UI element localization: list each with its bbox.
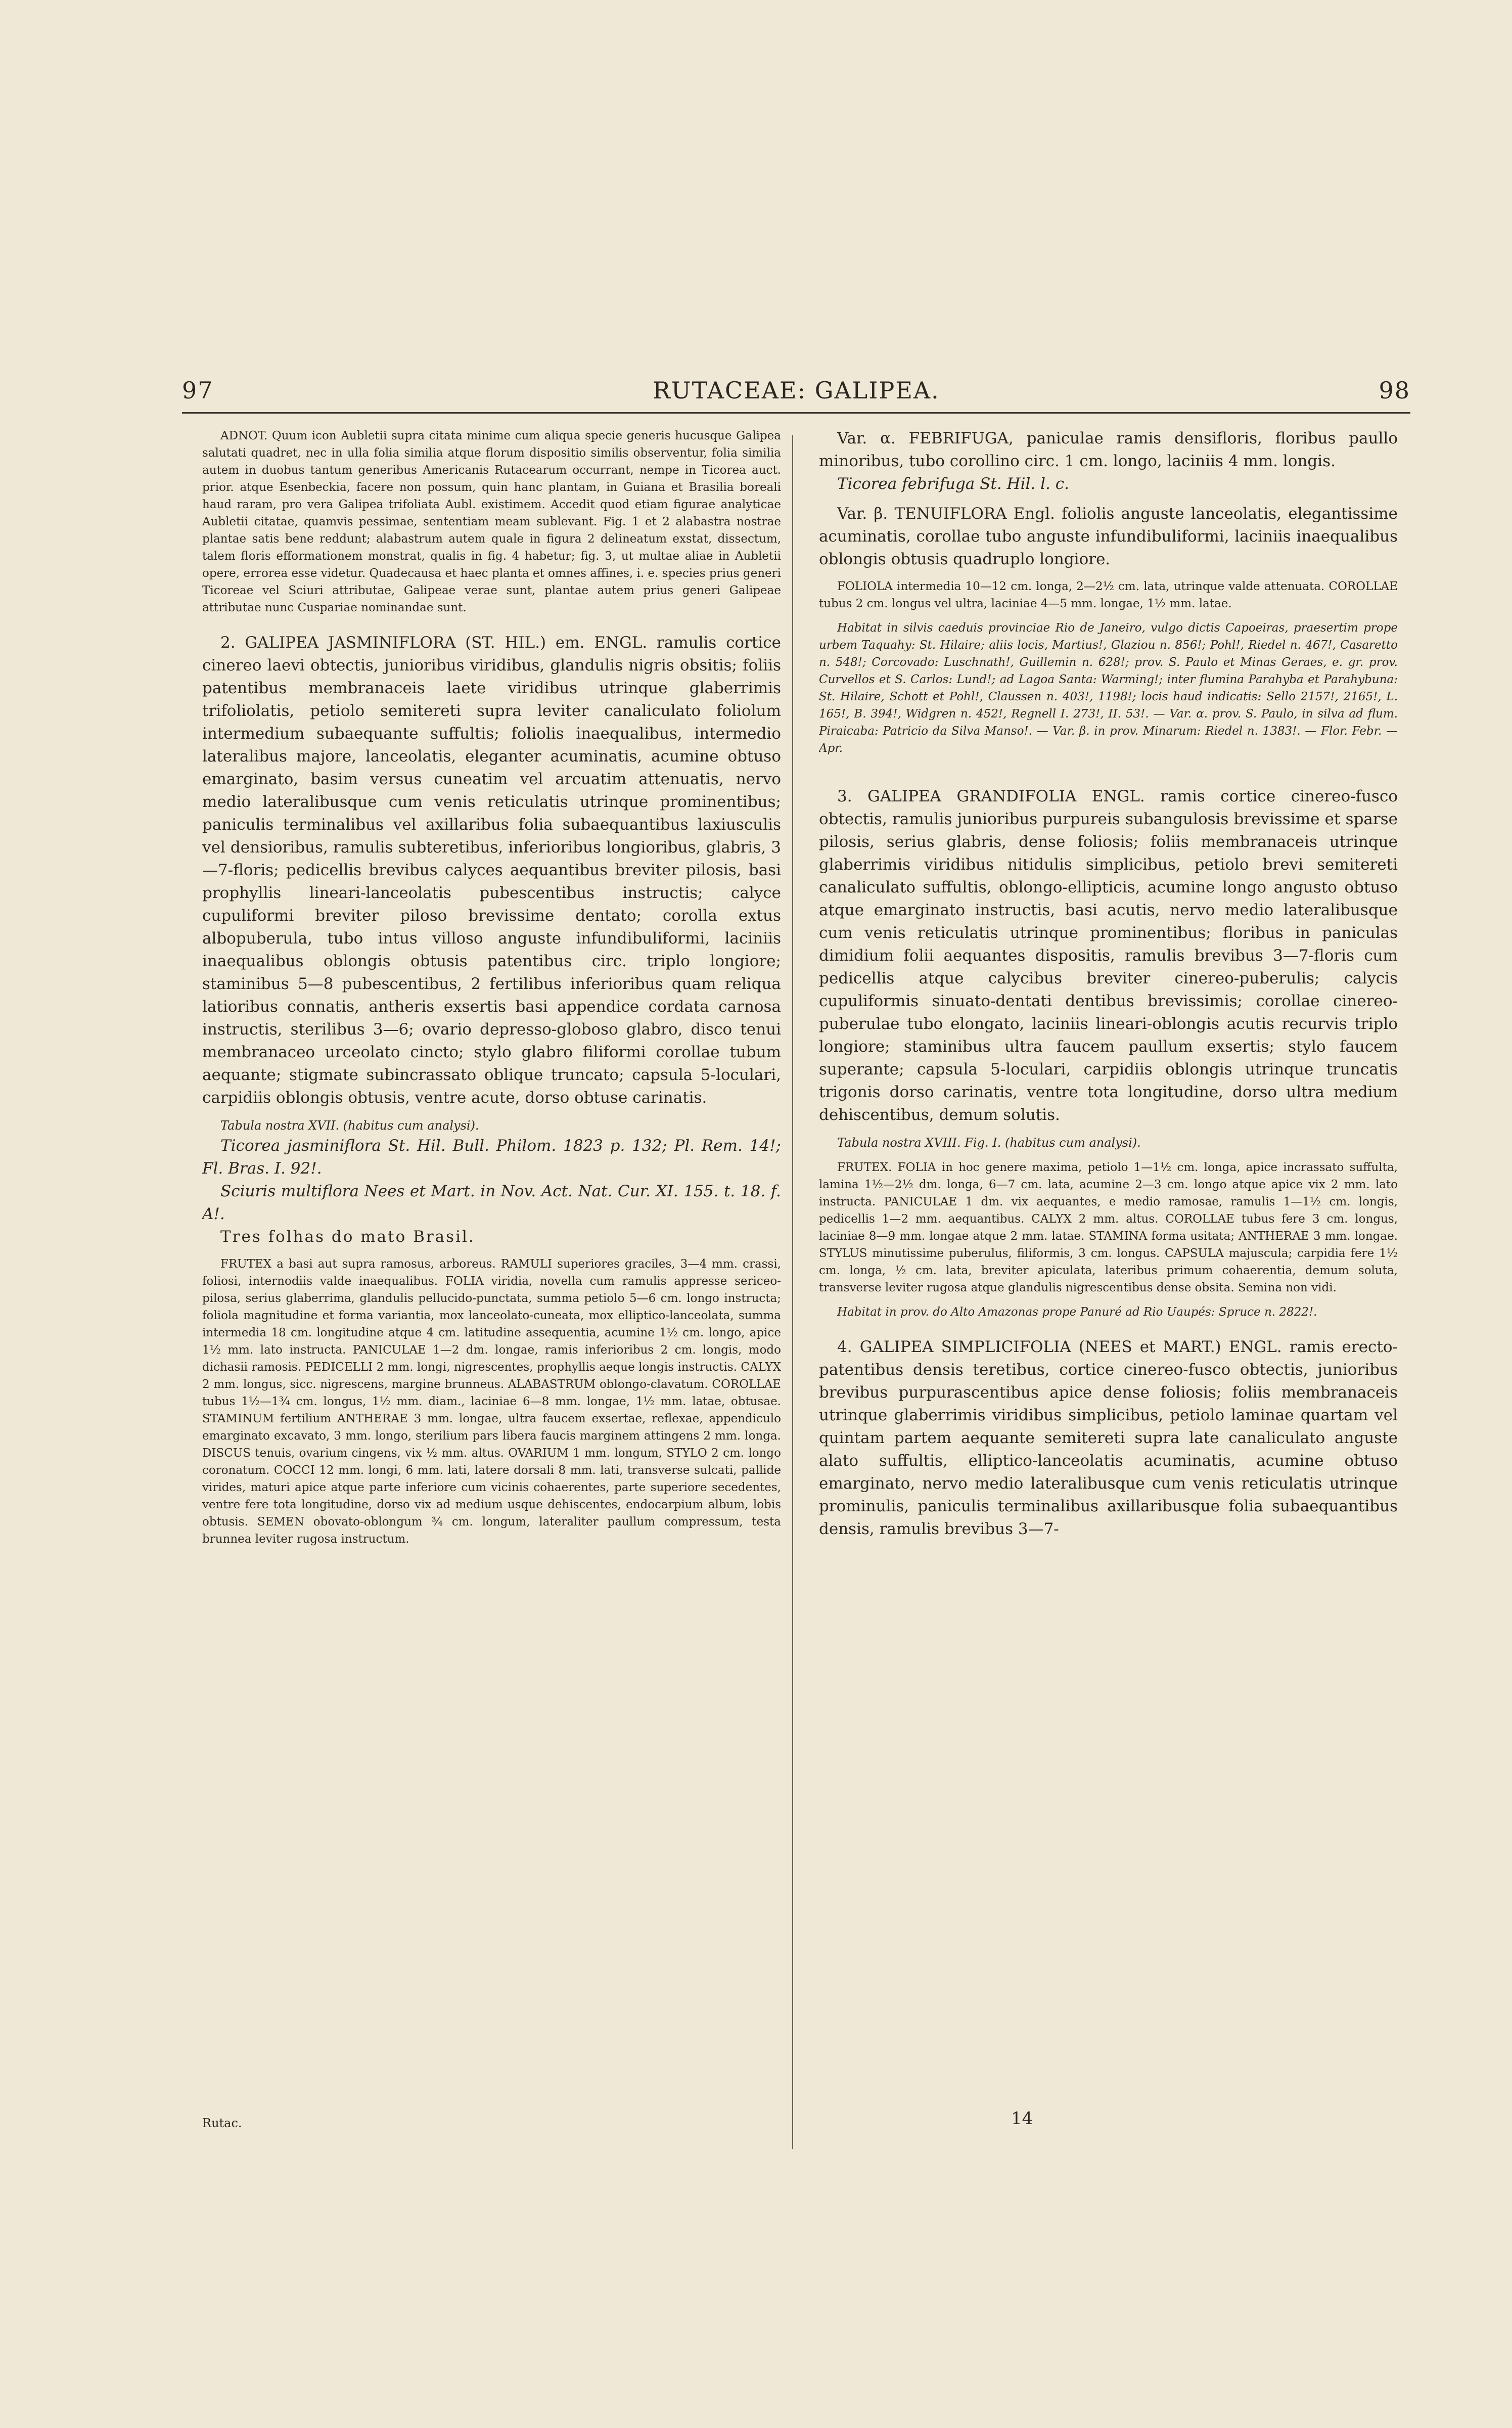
species-3-description: 3. GALIPEA GRANDIFOLIA ENGL. ramis cortice cinereo-fusco obtectis, ramulis junioribus purpureis subangulosis brevissime et sparse pilosis, serius glabris, dense foliosis; foliis membranaceis utrinque glaberrimis viridibus nitidulis simplicibus, petiolo brevi semitereti canaliculato suffultis, oblongo-ellipticis, acumine longo angusto obtuso atque emarginato instructis, basi acutis, nervo medio lateralibusque cum venis reticulatis utrinque prominentibus; floribus in paniculas dimidium folii aequantes dispositis, ramulis brevibus 3—7-floris cum pedicellis atque calycibus breviter cinereo-puberulis; calycis cupuliformis sinuato-dentati dentibus brevissimis; corollae cinereo-puberulae tubo elongato, laciniis lineari-oblongis acutis recurvis triplo longiore; staminibus ultra faucem paullum exsertis; stylo faucem superante; capsula 5-loculari, carpidiis oblongis utrinque truncatis trigonis dorso carinatis, ventre tota longitudine, dorso ultra medium dehiscentibus, demum solutis. bbox=[819, 787, 1398, 1124]
synonym-2: Sciuris multiflora Nees et Mart. in Nov. Act. Nat. Cur. XI. 155. t. 18. f. A!. bbox=[202, 1182, 781, 1223]
page-number-right: 98 bbox=[1379, 377, 1410, 404]
page-number-left: 97 bbox=[182, 377, 214, 404]
plate-reference-3: Tabula nostra XVIII. Fig. I. (habitus cum analysi). bbox=[837, 1136, 1141, 1150]
variety-alpha: Var. α. FEBRIFUGA, paniculae ramis densifloris, floribus paullo minoribus, tubo corollino circ. 1 cm. longo, laciniis 4 mm. longis. bbox=[819, 429, 1398, 470]
vernacular-name: Tres folhas do mato Brasil. bbox=[220, 1228, 475, 1246]
header-rule bbox=[182, 412, 1410, 414]
species-2-details: FRUTEX a basi aut supra ramosus, arboreus. RAMULI superiores graciles, 3—4 mm. crassi, foliosi, internodiis valde inaequalibus. FOLIA viridia, novella cum ramulis appresse sericeo-pilosa, serius glaberrima, glandulis pellucido-punctata, summa petiolo 5—6 cm. longo instructa; foliola magnitudine et forma variantia, mox lanceolato-cuneata, mox elliptico-lanceolata, summa intermedia 18 cm. longitudine atque 4 cm. latitudine assequentia, acumine 1½ cm. longo, apice 1½ mm. lato instructa. PANICULAE 1—2 dm. longae, ramis inferioribus 2 cm. longis, modo dichasii ramosis. PEDICELLI 2 mm. longi, nigrescentes, prophyllis aeque longis instructis. CALYX 2 mm. longus, sicc. nigrescens, margine brunneus. ALABASTRUM oblongo-clavatum. COROLLAE tubus 1½—1¾ cm. longus, 1½ mm. diam., laciniae 6—8 mm. longae, 1½ mm. latae, obtusae. STAMINUM fertilium ANTHERAE 3 mm. longae, ultra faucem exsertae, reflexae, appendiculo emarginato excavato, 3 mm. longo, sterilium pars libera faucis marginem attingens 2 mm. longa. DISCUS tenuis, ovarium cingens, vix ½ mm. altus. OVARIUM 1 mm. longum, STYLO 2 cm. longo coronatum. COCCI 12 mm. longi, 6 mm. lati, latere dorsali 8 mm. lati, transverse sulcati, pallide virides, maturi apice atque parte inferiore cum vicinis cohaerentes, parte superiore secedentes, ventre fere tota longitudine, dorso vix ad medium usque dehiscentes, endocarpium album, lobis obtusis. SEMEN obovato-oblongum ¾ cm. longum, lateraliter paullum compressum, testa brunnea leviter rugosa instructum. bbox=[202, 1257, 781, 1546]
adnot-paragraph: ADNOT. Quum icon Aubletii supra citata minime cum aliqua specie generis hucusque Galipea salutati quadret, nec in ulla folia similia atque florum dispositio similis observentur, folia similia autem in duobus tantum generibus Americanis Rutacearum occurrant, nempe in Ticorea auct. prior. atque Esenbeckia, facere non possum, quin hanc plantam, in Guiana et Brasilia boreali haud raram, pro vera Galipea trifoliata Aubl. existimem. Accedit quod etiam figurae analyticae Aubletii citatae, quamvis pessimae, sententiam meam sublevant. Fig. 1 et 2 alabastra nostrae plantae satis bene reddunt; alabastrum autem quale in figura 2 delineatum exstat, dissectum, talem floris efformationem monstrat, qualis in fig. 4 habetur; fig. 3, ut multae aliae in Aubletii opere, errorea esse videtur. Quadecausa et haec planta et omnes affines, i. e. species prius generi Ticoreae vel Sciuri attributae, Galipeae verae sunt, plantae autem prius generi Galipeae attributae nunc Cuspariae nominandae sunt. bbox=[202, 429, 781, 614]
running-head bbox=[182, 377, 1410, 422]
synonym-1: Ticorea jasminiflora St. Hil. Bull. Philom. 1823 p. 132; Pl. Rem. 14!; Fl. Bras. I. 92!. bbox=[202, 1137, 781, 1178]
species-2-description: 2. GALIPEA JASMINIFLORA (ST. HIL.) em. ENGL. ramulis cortice cinereo laevi obtectis, junioribus viridibus, glandulis nigris obsitis; foliis patentibus membranaceis laete viridibus utrinque glaberrimis trifoliolatis, petiolo semitereti supra leviter canaliculato foliolum intermedium subaequante suffultis; foliolis inaequalibus, intermedio lateralibus majore, lanceolatis, eleganter acuminatis, acumine obtuso emarginato, basim versus cuneatim vel arcuatim attenuatis, nervo medio lateralibusque cum venis reticulatis utrinque prominentibus; paniculis terminalibus vel axillaribus folia subaequantibus laxiusculis vel densioribus, ramulis subteretibus, inferioribus longioribus, glabris, 3—7-floris; pedicellis brevibus calyces aequantibus breviter pilosis, basi prophyllis lineari-lanceolatis pubescentibus instructis; calyce cupuliformi breviter piloso brevissime dentato; corolla extus albopuberula, tubo intus villoso anguste infundibuliformi, laciniis inaequalibus oblongis obtusis patentibus circ. triplo longiore; staminibus 5—8 pubescentibus, 2 fertilibus inferioribus quam reliqua latioribus connatis, antheris exsertis basi appendice cordata carnosa instructis, sterilibus 3—6; ovario depresso-globoso glabro, disco tenui membranaceo urceolato cincto; stylo glabro filiformi corollae tubum aequante; stigmate subincrassato oblique truncato; capsula 5-loculari, carpidiis oblongis obtusis, ventre acute, dorso obtuse carinatis. bbox=[202, 634, 781, 1107]
variety-beta-details: FOLIOLA intermedia 10—12 cm. longa, 2—2½ cm. lata, utrinque valde attenuata. COROLLAE tubus 2 cm. longus vel ultra, laciniae 4—5 mm. longae, 1½ mm. latae. bbox=[819, 580, 1398, 610]
signature-mark: 14 bbox=[1011, 2108, 1033, 2129]
variety-alpha-synonym: Ticorea febrifuga St. Hil. l. c. bbox=[837, 475, 1069, 493]
right-column bbox=[819, 427, 1398, 2172]
species-4-description: 4. GALIPEA SIMPLICIFOLIA (NEES et MART.) ENGL. ramis erecto-patentibus densis teretibus, cortice cinereo-fusco obtectis, junioribus brevibus purpurascentibus apice dense foliosis; foliis membranaceis utrinque glaberrimis viridibus simplicibus, petiolo laminae quartam vel quintam partem aequante semitereti supra late canaliculato anguste alato suffultis, elliptico-lanceolatis acuminatis, acumine obtuso emarginato, nervo medio lateralibusque cum venis reticulatis utrinque prominulis, paniculis terminalibus axillaribusque folia subaequantibus densis, ramulis brevibus 3—7- bbox=[819, 1338, 1398, 1538]
plate-reference: Tabula nostra XVII. (habitus cum analysi). bbox=[220, 1118, 479, 1133]
habitat-species-3: Habitat in prov. do Alto Amazonas prope Panuré ad Rio Uaupés: Spruce n. 2822!. bbox=[837, 1306, 1317, 1319]
column-divider bbox=[792, 435, 793, 2149]
left-column bbox=[202, 427, 781, 2172]
variety-beta: Var. β. TENUIFLORA Engl. foliolis anguste lanceolatis, elegantissime acuminatis, corollae tubo anguste infundibuliformi, laciniis inaequalibus oblongis obtusis quadruplo longiore. bbox=[819, 505, 1398, 568]
footer-note: Rutac. bbox=[202, 2116, 242, 2130]
habitat-species-2: Habitat in silvis caeduis provinciae Rio de Janeiro, vulgo dictis Capoeiras, praesertim prope urbem Taquahy: St. Hilaire; aliis locis, Martius!, Glaziou n. 856!; Pohl!, Riedel n. 467!, Casaretto n. 548!; Corcovado: Luschnath!, Guillemin n. 628!; prov. S. Paulo et Minas Geraes, e. gr. prov. Curvellos et S. Carlos: Lund!; ad Lagoa Santa: Warming!; inter flumina Parahyba et Parahybuna: St. Hilaire, Schott et Pohl!, Claussen n. 403!, 1198!; locis haud indicatis: Sello 2157!, 2165!, L. 165!, B. 394!, Widgren n. 452!, Regnell I. 273!, II. 53!. — Var. α. prov. S. Paulo, in silva ad flum. Piraicaba: Patricio da Silva Manso!. — Var. β. in prov. Minarum: Riedel n. 1383!. — Flor. Febr. — Apr. bbox=[819, 621, 1398, 755]
species-3-details: FRUTEX. FOLIA in hoc genere maxima, petiolo 1—1½ cm. longa, apice incrassato suffulta, lamina 1½—2½ dm. longa, 6—7 cm. lata, acumine 2—3 cm. longo atque apice vix 2 mm. lato instructa. PANICULAE 1 dm. vix aequantes, e medio ramosae, ramulis 1—1½ cm. longis, pedicellis 1—2 mm. aequantibus. CALYX 2 mm. altus. COROLLAE tubus fere 3 cm. longus, laciniae 8—9 mm. longae atque 2 mm. latae. STAMINA forma usitata; ANTHERAE 3 mm. longae. STYLUS minutissime puberulus, filiformis, 3 cm. longus. CAPSULA majuscula; carpidia fere 1½ cm. longa, ½ cm. lata, breviter apiculata, lateribus primum cohaerentia, demum soluta, transverse leviter rugosa atque glandulis nigrescentibus dense obsita. Semina non vidi. bbox=[819, 1161, 1398, 1294]
running-title: RUTACEAE: GALIPEA. bbox=[653, 377, 940, 404]
